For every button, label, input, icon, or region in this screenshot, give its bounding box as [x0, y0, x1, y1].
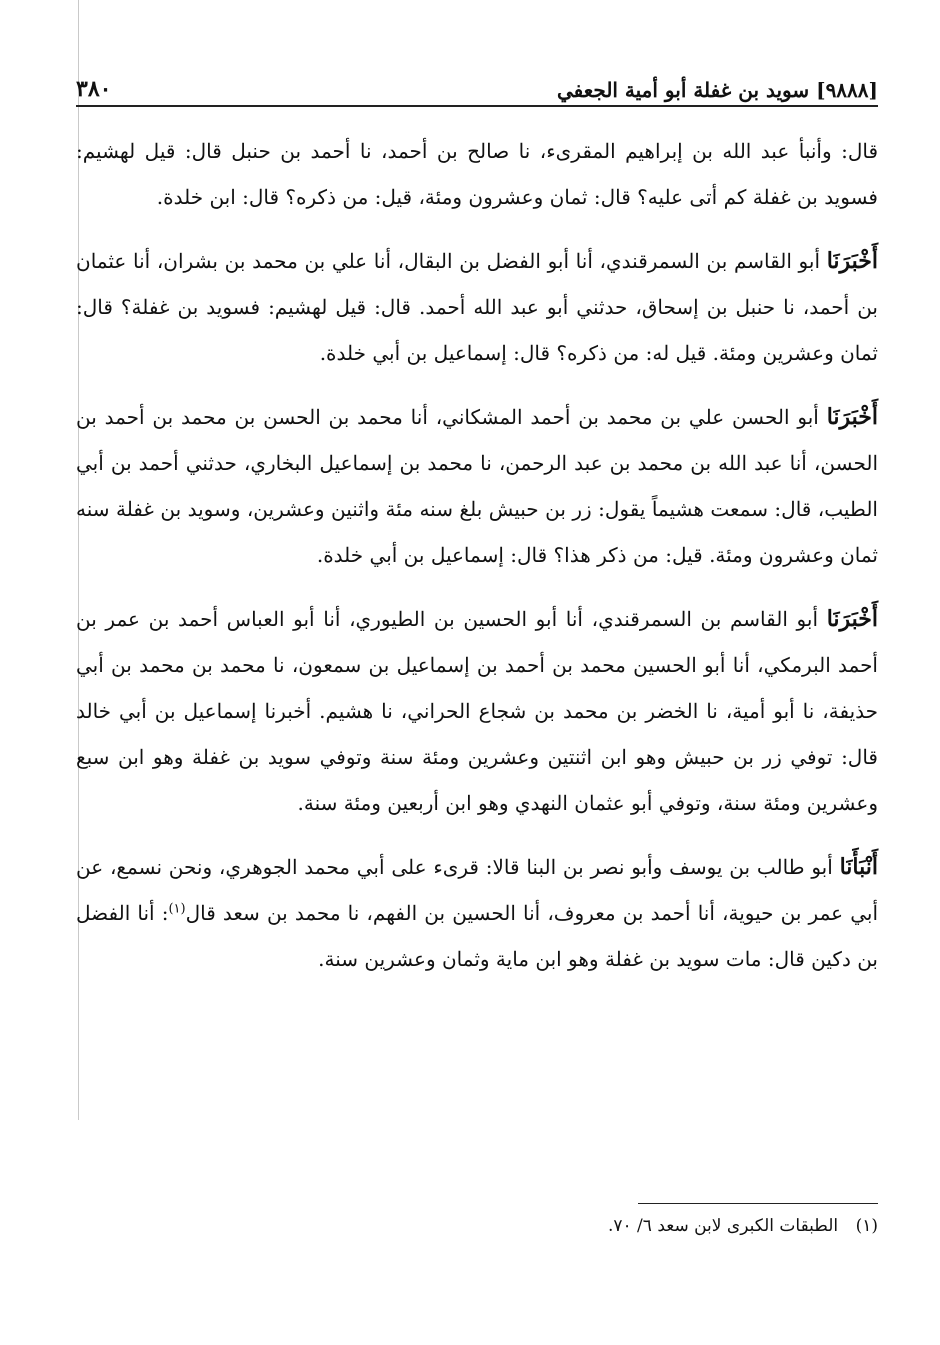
footnote-reference[interactable]: (١) — [168, 901, 186, 917]
footnote-text: الطبقات الكبرى لابن سعد ٦/ ٧٠. — [607, 1216, 839, 1236]
paragraph-text: أبو طالب بن يوسف وأبو نصر بن البنا قالا: قرىء على أبي محمد الجوهري، ونحن نسمع، عن أبي عمر بن حيوية، أنا أحمد بن معروف، أنا الحسين بن الفهم، نا محمد بن سعد قال — [76, 855, 879, 925]
paragraph-text-continued: : أنا الفضل بن دكين قال: مات سويد بن غفلة وهو ابن ماية وثمان وعشرين سنة. — [76, 901, 878, 971]
paragraph-5 — [76, 844, 878, 982]
page-header — [76, 62, 878, 102]
page-number: ٣٨٠ — [76, 76, 112, 102]
header-rule — [76, 105, 878, 107]
main-text — [76, 128, 878, 1000]
footnote — [76, 1212, 878, 1240]
footnote-number: (١) — [855, 1216, 878, 1236]
paragraph-1 — [76, 128, 878, 220]
paragraph-3 — [76, 394, 878, 578]
footnote-rule — [638, 1203, 878, 1204]
paragraph-lead-word: أَنْبَأَنَا — [839, 854, 878, 880]
paragraph-text: قال: وأنبأ عبد الله بن إبراهيم المقرىء، نا صالح بن أحمد، نا أحمد بن حنبل قال: قيل لهشيم: فسويد بن غفلة كم أتى عليه؟ قال: ثمان وعشرون ومئة، قيل: من ذكره؟ قال: ابن خلدة. — [76, 139, 879, 209]
paragraph-lead-word: أَخْبَرَنَا — [826, 404, 879, 430]
paragraph-text: أبو القاسم بن السمرقندي، أنا أبو الفضل بن البقال، أنا علي بن محمد بن بشران، أنا عثمان بن أحمد، نا حنبل بن إسحاق، حدثني أبو عبد الله أحمد. قال: قيل لهشيم: فسويد بن غفلة؟ قال: ثمان وعشرين ومئة. قيل له: من ذكره؟ قال: إسماعيل بن أبي خلدة. — [76, 249, 878, 365]
paragraph-lead-word: أَخْبَرَنَا — [826, 606, 879, 632]
paragraph-text: أبو القاسم بن السمرقندي، أنا أبو الحسين بن الطيوري، أنا أبو العباس أحمد بن عمر بن أحمد البرمكي، أنا أبو الحسين محمد بن أحمد بن إسماعيل بن سمعون، نا محمد بن محمد بن أبي حذيفة، نا أبو أمية، نا الخضر بن محمد بن شجاع الحراني، نا هشيم. أخبرنا إسماعيل بن أبي خالد قال: توفي زر بن حبيش وهو ابن اثنتين وعشرين ومئة سنة وتوفي سويد بن غفلة وهو ابن سبع وعشرين ومئة سنة، وتوفي أبو عثمان النهدي وهو ابن أربعين ومئة سنة. — [76, 607, 879, 815]
paragraph-2 — [76, 238, 878, 376]
paragraph-text: أبو الحسن علي بن محمد بن أحمد المشكاني، أنا محمد بن الحسن بن محمد بن أحمد بن الحسن، أنا عبد الله بن محمد بن عبد الرحمن، نا محمد بن إسماعيل البخاري، حدثني أحمد بن أبي الطيب، قال: سمعت هشيماً يقول: زر بن حبيش بلغ سنه مئة واثنين وعشرين، وسويد بن غفلة سنه ثمان وعشرون ومئة. قيل: من ذكر هذا؟ قال: إسماعيل بن أبي خلدة. — [76, 405, 878, 567]
running-title: [٩٨٨٨] سويد بن غفلة أبو أمية الجعفي — [556, 78, 878, 102]
paragraph-4 — [76, 596, 878, 826]
paragraph-lead-word: أَخْبَرَنَا — [826, 248, 879, 274]
